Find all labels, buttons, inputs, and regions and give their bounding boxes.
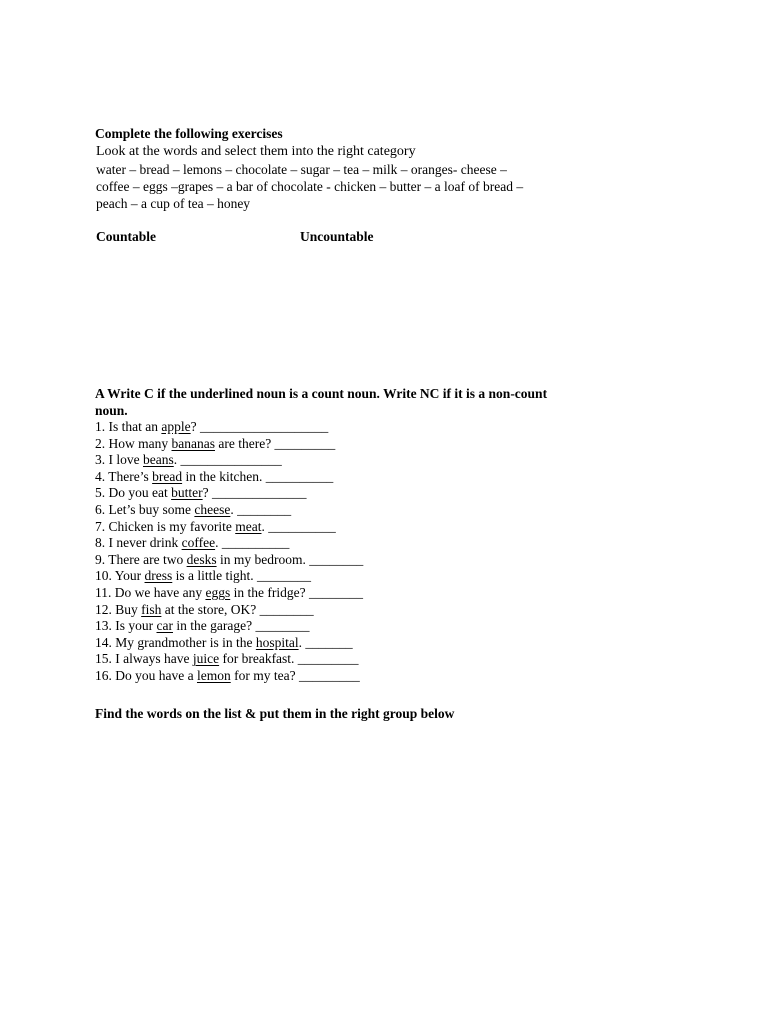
question-item <box>95 436 363 453</box>
question-answer-blank: . _______ <box>298 634 353 650</box>
question-text: 9. There are two <box>95 551 187 567</box>
question-text: 8. I never drink <box>95 535 182 551</box>
question-text: 11. Do we have any <box>95 584 206 600</box>
question-item <box>95 469 363 486</box>
underlined-noun: lemon <box>196 667 231 683</box>
underlined-noun: bananas <box>171 435 215 451</box>
underlined-noun: coffee <box>181 535 216 551</box>
underlined-noun: bread <box>152 468 183 484</box>
question-item <box>95 635 363 652</box>
question-answer-blank: in the fridge? ________ <box>230 584 363 600</box>
question-answer-blank: ? ___________________ <box>190 419 329 434</box>
question-item <box>95 502 363 519</box>
count-noun-instruction: A Write C if the underlined noun is a count noun. Write NC if it is a non-count noun. <box>95 386 548 418</box>
question-answer-blank: . ________ <box>230 501 292 517</box>
question-item <box>95 618 363 635</box>
grouping-instruction: Find the words on the list & put them in the right group below <box>95 706 455 721</box>
question-answer-blank: in the kitchen. __________ <box>182 468 334 484</box>
underlined-noun: juice <box>192 651 220 667</box>
question-item <box>95 568 363 585</box>
question-text: 6. Let’s buy some <box>95 501 195 517</box>
question-text: 5. Do you eat <box>95 485 172 501</box>
question-answer-blank: in the garage? ________ <box>172 618 310 634</box>
question-text: 14. My grandmother is in the <box>95 634 256 650</box>
question-text: 10. Your <box>95 568 145 584</box>
question-text: 12. Buy <box>95 601 142 617</box>
underlined-noun: dress <box>144 568 173 584</box>
question-answer-blank: are there? _________ <box>214 435 336 451</box>
question-text: 2. How many <box>95 435 172 451</box>
question-answer-blank: . __________ <box>261 518 336 534</box>
uncountable-heading: Uncountable <box>300 229 374 244</box>
question-text: 4. There’s <box>95 468 153 484</box>
question-answer-blank: for my tea? _________ <box>230 667 360 683</box>
question-answer-blank: ? ______________ <box>202 485 307 501</box>
question-item <box>95 585 363 602</box>
question-answer-blank: is a little tight. ________ <box>172 568 312 584</box>
question-text: 15. I always have <box>95 651 193 667</box>
underlined-noun: butter <box>171 485 203 501</box>
word-list-line: peach – a cup of tea – honey <box>96 195 251 211</box>
question-answer-blank: in my bedroom. ________ <box>216 551 364 567</box>
underlined-noun: apple <box>161 419 191 434</box>
underlined-noun: desks <box>186 551 217 567</box>
question-item <box>95 552 363 569</box>
question-text: 7. Chicken is my favorite <box>95 518 236 534</box>
question-list <box>95 419 363 685</box>
question-item <box>95 452 363 469</box>
question-text: 13. Is your <box>95 618 157 634</box>
underlined-noun: beans <box>143 452 174 468</box>
underlined-noun: fish <box>141 601 162 617</box>
question-item <box>95 602 363 619</box>
question-item <box>95 519 363 536</box>
question-item <box>95 668 363 685</box>
question-item <box>95 419 363 436</box>
question-answer-blank: at the store, OK? ________ <box>161 601 314 617</box>
question-item <box>95 535 363 552</box>
category-instruction: Look at the words and select them into the right category <box>96 144 416 159</box>
question-item <box>95 651 363 668</box>
question-text: 1. Is that an <box>95 419 162 434</box>
underlined-noun: hospital <box>255 634 299 650</box>
underlined-noun: meat <box>235 518 262 534</box>
question-answer-blank: . _______________ <box>173 452 282 468</box>
question-answer-blank: for breakfast. _________ <box>219 651 359 667</box>
question-answer-blank: . __________ <box>215 535 290 551</box>
word-list <box>96 162 566 212</box>
exercise-title: Complete the following exercises <box>95 126 283 141</box>
underlined-noun: cheese <box>194 501 231 517</box>
countable-heading: Countable <box>96 229 157 244</box>
question-text: 3. I love <box>95 452 143 468</box>
word-list-line: coffee – eggs –grapes – a bar of chocolate - chicken – butter – a loaf of bread – <box>96 178 524 194</box>
underlined-noun: eggs <box>205 584 231 600</box>
question-text: 16. Do you have a <box>95 667 197 683</box>
word-list-line: water – bread – lemons – chocolate – sugar – tea – milk – oranges- cheese – <box>96 162 507 177</box>
question-item <box>95 485 363 502</box>
underlined-noun: car <box>156 618 173 634</box>
